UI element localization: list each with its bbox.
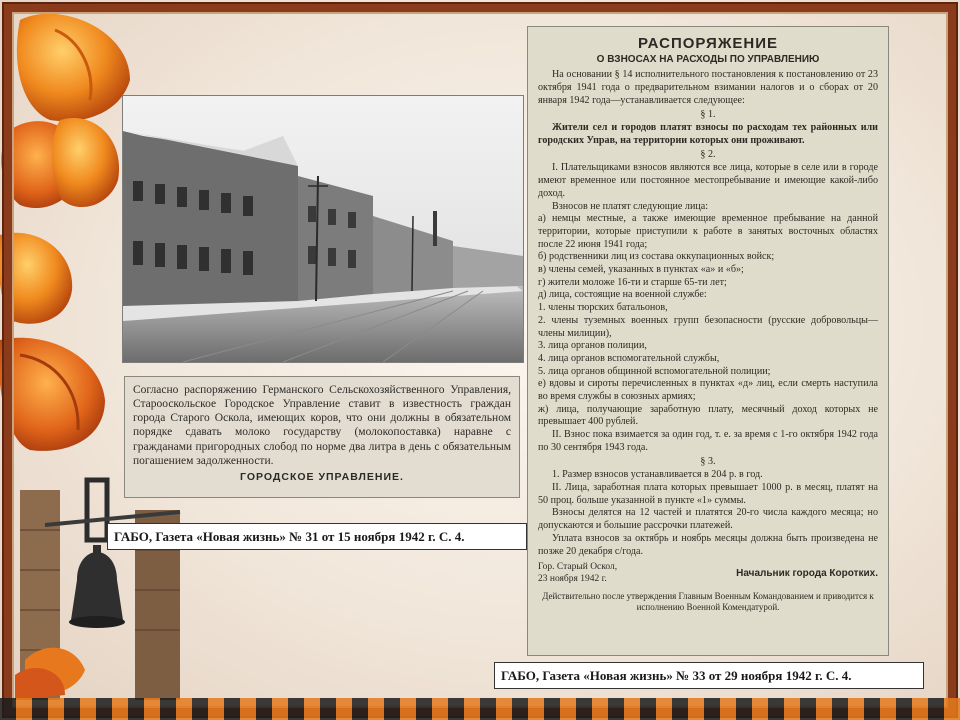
section-2-heading: § 2. <box>700 148 716 160</box>
list-item: 1. Размер взносов устанавливается в 204 р. в год. <box>552 469 763 481</box>
list-item: II. Лица, заработная плата которых превышает 1000 р. в месяц, платят на 50 проц. больше указанной в пункте «1» суммы. <box>538 481 878 506</box>
source-caption-1: ГАБО, Газета «Новая жизнь» № 31 от 15 ноября 1942 г. С. 4. <box>107 523 527 550</box>
list-item: ж) лица, получающие заработную плату, месячный доход которых не превышает 400 рублей. <box>538 403 878 428</box>
list-item: 4. лица органов вспомогательной службы, <box>538 352 720 364</box>
section-1-heading: § 1. <box>700 108 716 120</box>
section-2-exempt: Взносов не платят следующие лица: <box>552 200 709 212</box>
section-2-text: I. Плательщиками взносов являются все лица, которые в селе или в городе имеют временное или постоянное местопребывание и имеющие какой-либо доход. <box>538 162 878 199</box>
decree-date: 23 ноября 1942 г. <box>538 574 607 585</box>
decree-place: Гор. Старый Оскол, <box>538 562 618 573</box>
list-item: е) вдовы и сироты перечисленных в пунктах «д» лиц, если смерть наступила во время службы в союзных армиях; <box>538 378 878 403</box>
decree-title: РАСПОРЯЖЕНИЕ <box>637 35 779 52</box>
list-item: 5. лица органов общинной вспомогательной полиции; <box>538 365 771 377</box>
list-item: в) члены семей, указанных в пунктах «а» и «б»; <box>538 264 744 276</box>
decree-signature: Начальник города Коротких. <box>736 567 878 579</box>
list-item: 1. члены тюрских батальонов, <box>538 302 668 314</box>
decree-intro: На основании § 14 исполнительного постановления к постановлению от 23 октября 1941 года о предварительном взимании налогов и о сборах от 20 января 1942 года—устанавливается следующее: <box>538 69 878 106</box>
clipping-text: Согласно распоряжению Германского Сельскохозяйственного Управления, Старооскольское Городское Управление ставит в известность граждан города Старого Оскола, имеющих коров, что они должны в обязательном порядке сдавать молоко государству (молокопоставка) наравне с гражданами пригородных слобод по норме два литра в день с обязательным погашением задолженности. <box>133 384 511 467</box>
st-george-ribbon <box>0 698 960 720</box>
list-item: Уплата взносов за октябрь и ноябрь месяцы должна быть произведена не позже 20 декабря с/года. <box>538 532 878 557</box>
section-2-ii: II. Взнос пока взимается за один год, т. е. за время с 1-го октября 1942 года по 30 сентября 1943 года. <box>538 429 878 453</box>
street-photo <box>122 95 524 363</box>
clipping-milk-order <box>124 376 520 498</box>
decree-note: Действительно после утверждения Главным Военным Командованием и приводится к исполнению Военной Комендатурой. <box>542 591 874 613</box>
decree-footer <box>538 562 878 586</box>
list-item: 2. члены туземных военных групп безопасности (русские добровольцы—члены милиции), <box>538 314 878 339</box>
newspaper-decree <box>527 26 889 656</box>
section-3-heading: § 3. <box>700 455 716 467</box>
decree-place-date <box>538 562 617 586</box>
list-item: г) жители моложе 16-ти и старше 65-ти лет; <box>538 276 727 288</box>
section-1-text: Жители сел и городов платят взносы по расходам тех районных или городских Управ, на территории которых они проживают. <box>538 122 878 146</box>
clipping-signature: ГОРОДСКОЕ УПРАВЛЕНИЕ. <box>240 470 404 483</box>
list-item: Взносы делятся на 12 частей и платятся 20-го числа каждого месяца; но допускаются и большие рассрочки платежей. <box>538 507 878 532</box>
list-item: 3. лица органов полиции, <box>538 340 647 352</box>
decree-subtitle: О ВЗНОСАХ НА РАСХОДЫ ПО УПРАВЛЕНИЮ <box>596 53 820 65</box>
list-item: д) лица, состоящие на военной службе: <box>538 289 707 301</box>
list-item: а) немцы местные, а также имеющие временное пребывание на данной территории, которые приступили к работе в занятых восточных областях после 22 июня 1941 года; <box>538 213 878 250</box>
list-item: б) родственники лиц из состава оккупационных войск; <box>538 251 775 263</box>
source-caption-2: ГАБО, Газета «Новая жизнь» № 33 от 29 ноября 1942 г. С. 4. <box>494 662 924 689</box>
